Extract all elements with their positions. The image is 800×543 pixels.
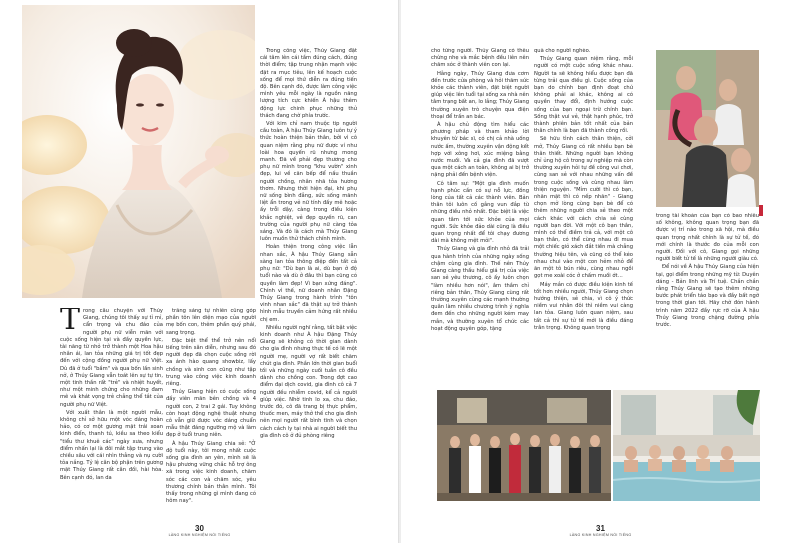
paragraph: quà cho người nghèo. (534, 48, 591, 54)
paragraph: Thúy Giang hiện có cuộc sống đầy viên mãn bên chồng và 4 người con, 2 trai 2 gái. Tuy không còn hoạt động nghệ thuật nhưng cô vẫn giữ được vóc dáng chuẩn mẫu thật đáng ngưỡng mộ và làm đẹp ở tuổi trung niên. (166, 389, 256, 439)
page-number: 30 (195, 524, 204, 533)
dropcap-letter: T (60, 308, 81, 337)
paragraph: Máy mắn có được điều kiện kinh tế tốt hơn nhiều người, Thúy Giang chọn hướng thiện, sẻ chia, vì cô ý thức niềm vui nhân đôi thì niềm vui càng lan tỏa. Giang luôn quan niệm, sau tất cả thì sự tử tế mới là điều đáng trân trọng. Không quan trọng (534, 281, 633, 331)
paragraph: Trong công việc, Thúy Giang đặt cái tâm lên cái tầm đúng cách, đúng thời điểm; tập trung nhận mạnh việc đặt ra mục tiêu, lên kế hoạch cuộc sống để mọi thứ diễn ra đúng tiến độ. Bên cạnh đó, được làm công việc mình yêu mỗi ngày là nguồn năng lượng tích cực khiến À hậu thêm động lực chinh phục những thử thách đang chờ phía trước. (260, 48, 357, 119)
magazine-brand: LÀNG KINH NGHIỆM NỔI TIẾNG (168, 533, 231, 537)
paragraph: Với xuất thân là một người mẫu, không chỉ sở hữu một vóc dáng hoàn hảo, có cơ một gương mặt trái xoan kinh điển, thanh tú, kiều sa theo kiểu "tiểu thư khuê các" ngày xưa, nhưng điểm nhấn lại là đôi mắt tập trung vào chiều sâu với cái nhìn thẳng và nụ cười tỏa nắng. Tỷ lệ cân bộ phận trên gương mặt Thúy Giang rất cân đối, hài hòa. Bên cạnh đó, lan da (60, 409, 163, 481)
left-page (0, 0, 399, 543)
paragraph: Đặc biệt thể thể trở nên nổi tiếng trên sân diễn, nhưng sau đó người đẹp đã chọn cuộc sống rời xa ánh hào quang showbiz, lấy chồng và sinh con cũng như tập trung vào công việc kinh doanh riêng. (166, 337, 256, 388)
right-col-3 (656, 213, 759, 385)
paragraph: Thúy Giang và gia đình nhỏ đã trải qua hành trình của những ngày sống chậm cùng gia đình. Thế nên Thúy Giang càng thấu hiểu giá trị của việc san sẻ yêu thương, cô ấy luôn chọn "làm nhiều hơn nói", âm thầm chỉ riêng bản thân, Thúy Giang cùng rất thường xuyên cùng các mạnh thường quân làm nhiều chương trình ý nghĩa đem đến cho những người kém may mắn, và thường xuyên tổ chức các hoạt động quyên góp, tặng (431, 246, 529, 332)
paragraph: Thúy Giang quan niệm rằng, mỗi người có một cuộc sống khác nhau. Người ta sẽ không hiểu được bạn đã từng trải qua điều gì. Cuộc sống của bạn do chính bạn định đoạt chứ không phải ai khác, không ai có quyền thay đổi, định hướng cuộc sống của bạn ngoại trừ chính bạn. Sống thật vui vẻ, thật hạnh phúc, trở thành phiên bản tốt nhất của bản thân chính là bạn đã thành công rồi. (534, 56, 633, 135)
right-col-2 (534, 48, 633, 388)
right-page (401, 0, 800, 543)
pool-photo (613, 390, 760, 501)
right-footer (401, 524, 800, 537)
left-col-3 (260, 48, 357, 532)
paragraph: À hậu Thúy Giang chia sẻ: "Ở độ tuổi này, tôi mong nhất cuộc sống gia đình an yên, mình sẽ là hậu phương vững chắc hỗ trợ ông xã trong việc kinh doanh, chăm sóc các con và chăm sóc, yêu thương chính bản thân mình. Tôi thấy trong những gì mình đang có hôm nay". (166, 440, 256, 505)
group-photo (437, 390, 611, 501)
paragraph: Với kim chỉ nam thuộc tip người cầu toàn, À hậu Thúy Giang luôn tự ý thức hoàn thiện bản thân, bởi vì cô quan niệm rằng phụ nữ được ví như loài hoa quyến rũ nhưng mong manh. Đã về phải đẹp thương cho phụ nữ mình trong "khu vườn" xinh đẹp, lui về căn bếp để nấu thuần người chồng, nhân nhã tỏa hương thơm. Nhưng thời hiện đại, khi phụ nữ sống bình đẳng, sức sống mãnh liệt ẩn trong vẻ nữ tính đầy mê hoặc ấy trỗi dậy, càng trong điều kiện khắc nghiệt, vẻ đẹp quyến rũ, can trường của người phụ nữ càng tỏa sáng. Và đó là cách mà Thúy Giang luôn muốn thử thách chính mình. (260, 121, 357, 243)
page-number: 31 (596, 524, 605, 533)
paragraph: Hằng ngày, Thúy Giang đưa cơm đến trước cửa phòng và hỏi thăm sức khỏe các thành viên, đặt biệt người giúp việc lên tuổi tại sống xa nhà nên tâm trạng bất an, lo lắng; Thúy Giang thường xuyên trò chuyện qua điện thoại để trấn an bác. (431, 70, 529, 120)
accent-bar (759, 205, 763, 216)
paragraph: À hậu chủ động tìm hiểu các phương pháp và tham khảo lời khuyên từ bác sĩ, có chị cả nhà uống nước ấm, thường xuyên vận động kết hợp với xông hơi, xúc miệng bằng nước muối. Và cả gia đình đã vượt qua một cách an toàn, không ai bị trở nặng phải đến bệnh viện. (431, 122, 529, 179)
paragraph: Nhiều người nghĩ rằng, tất bật việc kinh doanh như À hậu Đặng Thúy Giang sẽ không có thời gian dành cho gia đình nhưng thực tế có lẽ một người mẹ, người vợ rất biết chăm chút gia đình. Phần lớn thời gian buổi tối và những ngày cuối tuần cô đều dành cho chồng con. Trong đợt cao điểm đại dịch covid, gia đình cô cả 7 người đều nhiễm covid, kể cả người giúp việc. Nhờ tinh lo xa, chu đáo, trước đó, cô đã trang bị thực phẩm, thuốc men, máy thở thế cho gia đình nên mọi người rất bình tĩnh và chọn cách cách ly tại nhà ai người biết thư gia đình cô ở đủ phòng riêng (260, 324, 357, 439)
paragraph: rong câu chuyện với Thúy Giang, chúng tôi thấy sự tỉ mỉ, cẩn trọng và chu đáo của người phụ nữ viễn mãn với cuộc sống hiện tại và đầy quyền lực, tài năng từ nhỏ trở thành một Hoa hậu nhân ái, lan tỏa những giá trị tốt đẹp đến với cộng đồng người phụ nữ Việt. Dù đã ở tuổi "bầm" và qua bốn lần sinh nở, ở Thúy Giang vẫn toát lên sự tự tin, một tinh thần rất "trẻ" và nhiệt huyết, như một minh chứng cho những đam mê và khát vọng trẻ chẳng thể tắt của người phụ nữ Việt. (60, 308, 163, 408)
paragraph: Sẽ hữu tình cách thân thiện, cởi mở, Thúy Giang có rất nhiều bạn bè thân thiết. Những người bạn không chỉ ủng hộ cô trong sự nghiệp mà còn thường xuyên hỏi tự đề công vui chơi, cùng san sẻ với nhau những vấn đề trong cuộc sống và cùng nhau làm thiện nguyện. "Mỉm cười thì có bạn, nhăn mặt thì có nếp nhăn" - Giang chọn mở lòng cùng bạn bè để có thêm những người chia sẻ theo một cách khác với cách chia sẻ cùng người bạn đời. Với một cô bạn thân, mình có thể điềm trả cả, với một cô bạn thân, có thể cùng nhau đi mua một chiếc giỏ xách đắt tiền mà chẳng thường hiệu tên, và cũng có thể kéo nhau chui vào một con hẻm nhỏ để ăn một tô bún riêu, cùng nhau ngồi gọt me xoài cóc ở chấm muối ớt… (534, 136, 633, 280)
magazine-brand: LÀNG KINH NGHIỆM NỔI TIẾNG (569, 533, 632, 537)
hero-portrait-photo (22, 5, 255, 298)
left-footer (0, 524, 399, 537)
paragraph: Để nói về À hậu Thúy Giang của hiện tại, gọi điểm trong những mỹ từ: Duyên dáng - Bản lĩnh và Trí tuệ. Chắn chắn rằng Thúy Giang sẽ tạo thêm những bước phát triển táo bạo và đầy bất ngờ trong thời gian tới. Hãy chờ đón hành trình năm 2022 đầy rực rỡ của À hậu Thúy Giang trong chặng đường phía trước. (656, 264, 759, 329)
right-col-1 (431, 48, 529, 388)
family-photo (656, 50, 759, 207)
paragraph: trắng sáng tự nhiên cũng góp phần tôn lên diện mạo của người mẹ bốn con, thêm phần quý phái, sang trọng. (166, 308, 256, 336)
paragraph: Cô tâm sự: "Một gia đình muốn hạnh phúc cần có sự nỗ lực, đồng lòng của tất cả các thành viên. Bản thân tôi luôn cố gắng vun đắp từ những điều nhỏ nhất. Đặc biệt là việc quan tâm tới sức khỏe của mọi người. Sức khỏe đảo dài cũng là điều quan trọng nhất để tôi chạy đương dài mà không mệt mỏi". (431, 180, 529, 245)
paragraph: cho từng người. Thúy Giang có thêu chừng nhẹ và mắc bệnh đều liên nên chăm sóc ở thành viên con lại. (431, 48, 529, 69)
paragraph: Hoàn thiện trong công việc lẫn nhan sắc, À hậu Thúy Giang sẵn sàng lan tỏa thông điệp đến tất cả phụ nữ: "Dù bạn là ai, dù bạn ở độ tuổi nào và dù ở đâu thì bạn cũng có quyền làm đẹp! Vì bạn xứng đáng". Chính vì thế, nữ doanh nhân Đặng Thúy Giang trong hành trình "tôn vinh nhan sắc" đã thật sự trở thành hình mẫu truyền cảm hứng rất nhiều chị em. (260, 244, 357, 323)
left-col-2 (166, 308, 256, 532)
paragraph: trong tài khoản của bạn có bao nhiêu số không, không quan trọng bạn đã được vị trí nào trong xã hội, mà điều quan trọng nhất chính là sự tử tế, đó mới chính là thước đo của mỗi con người. Đối với cô, Giang gọi những người biết tử tế là những người giàu có. (656, 213, 759, 263)
left-col-1 (60, 308, 163, 532)
